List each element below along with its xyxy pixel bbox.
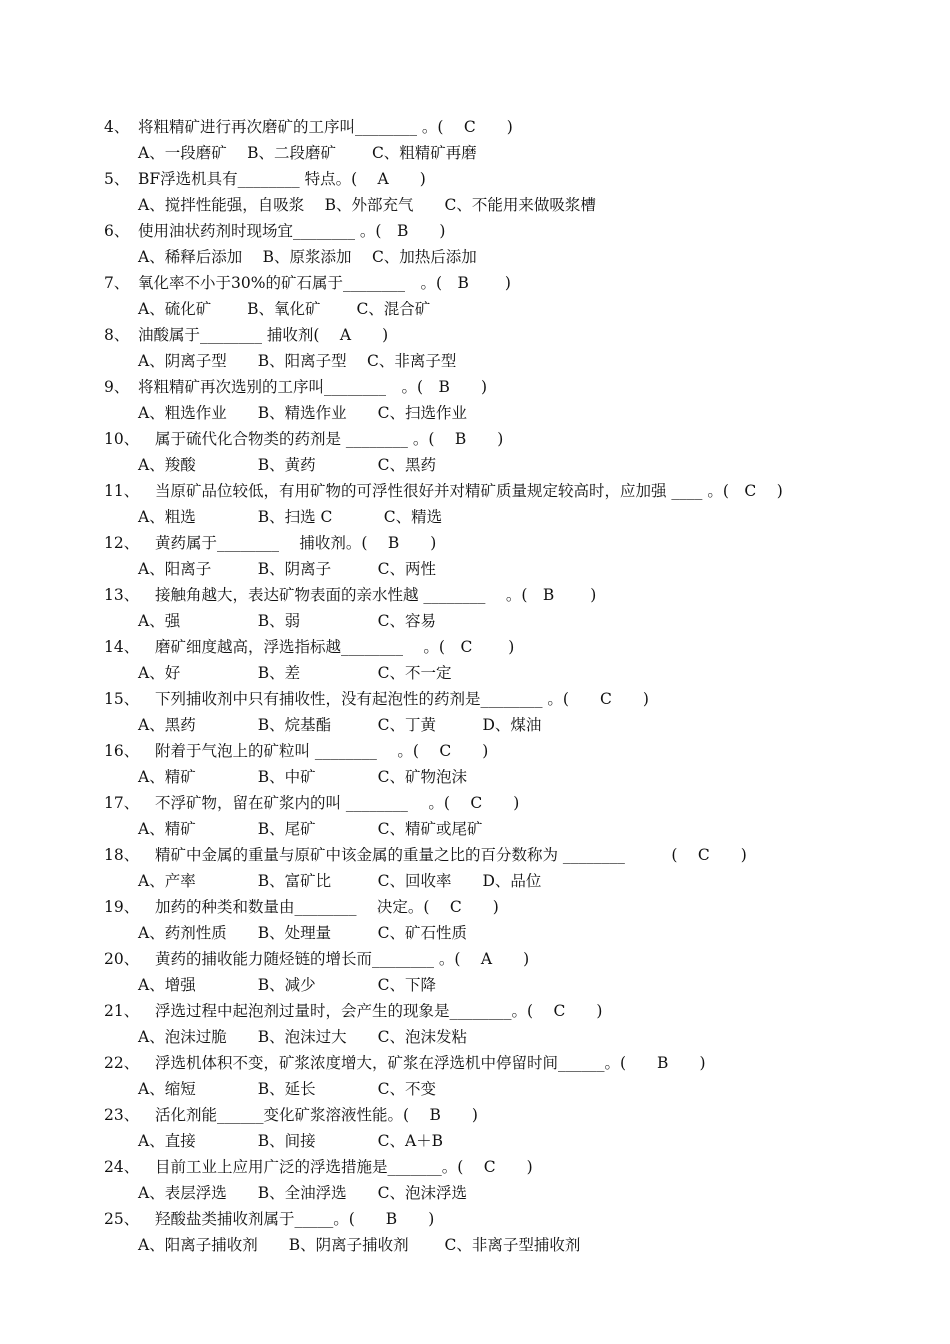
question-number: 15、 [104, 690, 140, 708]
question-stem: 将粗精矿再次选别的工序叫________ 。( B ) [138, 378, 487, 396]
question-options: A、强 B、弱 C、容易 [138, 612, 436, 630]
question-6 [0, 221, 950, 273]
question-17 [0, 793, 950, 845]
question-21 [0, 1001, 950, 1053]
question-14 [0, 637, 950, 689]
question-10 [0, 429, 950, 481]
question-number: 7、 [104, 274, 130, 292]
question-stem: 当原矿品位较低，有用矿物的可浮性很好并对精矿质量规定较高时，应加强 ____ 。( C ) [155, 482, 783, 500]
question-stem: BF浮选机具有________ 特点。( A ) [138, 170, 426, 188]
question-number: 8、 [104, 326, 130, 344]
question-options: A、表层浮选 B、全油浮选 C、泡沫浮选 [138, 1184, 467, 1202]
question-stem: 黄药的捕收能力随烃链的增长而________ 。( A ) [155, 950, 530, 968]
question-options: A、阳离子 B、阴离子 C、两性 [138, 560, 436, 578]
question-4 [0, 117, 950, 169]
question-number: 20、 [104, 950, 140, 968]
question-number: 17、 [104, 794, 140, 812]
question-24 [0, 1157, 950, 1209]
question-22 [0, 1053, 950, 1105]
question-options: A、阳离子捕收剂 B、阴离子捕收剂 C、非离子型捕收剂 [138, 1236, 581, 1254]
question-number: 23、 [104, 1106, 140, 1124]
question-number: 12、 [104, 534, 140, 552]
question-number: 18、 [104, 846, 140, 864]
question-5 [0, 169, 950, 221]
question-stem: 不浮矿物，留在矿浆内的叫 ________ 。( C ) [155, 794, 520, 812]
question-stem: 属于硫代化合物类的药剂是 ________ 。( B ) [155, 430, 504, 448]
question-15 [0, 689, 950, 741]
question-options: A、药剂性质 B、处理量 C、矿石性质 [138, 924, 467, 942]
question-number: 10、 [104, 430, 140, 448]
question-18 [0, 845, 950, 897]
question-options: A、粗选作业 B、精选作业 C、扫选作业 [138, 404, 467, 422]
question-11 [0, 481, 950, 533]
question-options: A、精矿 B、中矿 C、矿物泡沫 [138, 768, 467, 786]
question-number: 19、 [104, 898, 140, 916]
question-stem: 浮选过程中起泡剂过量时，会产生的现象是________。( C ) [155, 1002, 603, 1020]
question-stem: 氧化率不小于30%的矿石属于________ 。( B ) [138, 274, 511, 292]
question-options: A、增强 B、减少 C、下降 [138, 976, 436, 994]
question-16 [0, 741, 950, 793]
question-stem: 将粗精矿进行再次磨矿的工序叫________ 。( C ) [138, 118, 513, 136]
question-options: A、羧酸 B、黄药 C、黑药 [138, 456, 436, 474]
question-stem: 油酸属于________ 捕收剂( A ) [138, 326, 389, 344]
question-20 [0, 949, 950, 1001]
question-number: 16、 [104, 742, 140, 760]
question-stem: 接触角越大，表达矿物表面的亲水性越 ________ 。( B ) [155, 586, 597, 604]
question-number: 22、 [104, 1054, 140, 1072]
question-number: 21、 [104, 1002, 140, 1020]
question-stem: 浮选机体积不变，矿浆浓度增大，矿浆在浮选机中停留时间______。( B ) [155, 1054, 706, 1072]
question-options: A、泡沫过脆 B、泡沫过大 C、泡沫发粘 [138, 1028, 467, 1046]
question-options: A、阴离子型 B、阳离子型 C、非离子型 [138, 352, 457, 370]
question-options: A、好 B、差 C、不一定 [138, 664, 452, 682]
question-options: A、硫化矿 B、氧化矿 C、混合矿 [138, 300, 431, 318]
question-number: 11、 [104, 482, 140, 500]
question-number: 24、 [104, 1158, 140, 1176]
question-7 [0, 273, 950, 325]
question-number: 5、 [104, 170, 130, 188]
question-options: A、黑药 B、烷基酯 C、丁黄 D、煤油 [138, 716, 542, 734]
question-number: 9、 [104, 378, 130, 396]
question-number: 13、 [104, 586, 140, 604]
question-options: A、一段磨矿 B、二段磨矿 C、粗精矿再磨 [138, 144, 477, 162]
question-stem: 下列捕收剂中只有捕收性，没有起泡性的药剂是________ 。( C ) [155, 690, 649, 708]
question-number: 4、 [104, 118, 130, 136]
question-options: A、精矿 B、尾矿 C、精矿或尾矿 [138, 820, 483, 838]
question-stem: 精矿中金属的重量与原矿中该金属的重量之比的百分数称为 ________ ( C ) [155, 846, 747, 864]
question-13 [0, 585, 950, 637]
question-options: A、稀释后添加 B、原浆添加 C、加热后添加 [138, 248, 477, 266]
question-stem: 活化剂能______变化矿浆溶液性能。( B ) [155, 1106, 478, 1124]
question-options: A、直接 B、间接 C、A＋B [138, 1132, 444, 1150]
question-stem: 附着于气泡上的矿粒叫 ________ 。( C ) [155, 742, 489, 760]
question-stem: 黄药属于________ 捕收剂。( B ) [155, 534, 437, 552]
question-stem: 羟酸盐类捕收剂属于_____。( B ) [155, 1210, 435, 1228]
question-9 [0, 377, 950, 429]
question-options: A、缩短 B、延长 C、不变 [138, 1080, 436, 1098]
question-number: 14、 [104, 638, 140, 656]
question-number: 6、 [104, 222, 130, 240]
question-options: A、粗选 B、扫选 C C、精选 [138, 508, 443, 526]
question-23 [0, 1105, 950, 1157]
question-number: 25、 [104, 1210, 140, 1228]
question-stem: 加药的种类和数量由________ 决定。( C ) [155, 898, 499, 916]
question-25 [0, 1209, 950, 1261]
question-stem: 磨矿细度越高，浮选指标越________ 。( C ) [155, 638, 515, 656]
question-8 [0, 325, 950, 377]
question-12 [0, 533, 950, 585]
question-stem: 使用油状药剂时现场宜________ 。( B ) [138, 222, 446, 240]
question-stem: 目前工业上应用广泛的浮选措施是_______。( C ) [155, 1158, 533, 1176]
question-19 [0, 897, 950, 949]
question-options: A、产率 B、富矿比 C、回收率 D、品位 [138, 872, 542, 890]
question-options: A、搅拌性能强，自吸浆 B、外部充气 C、不能用来做吸浆槽 [138, 196, 596, 214]
